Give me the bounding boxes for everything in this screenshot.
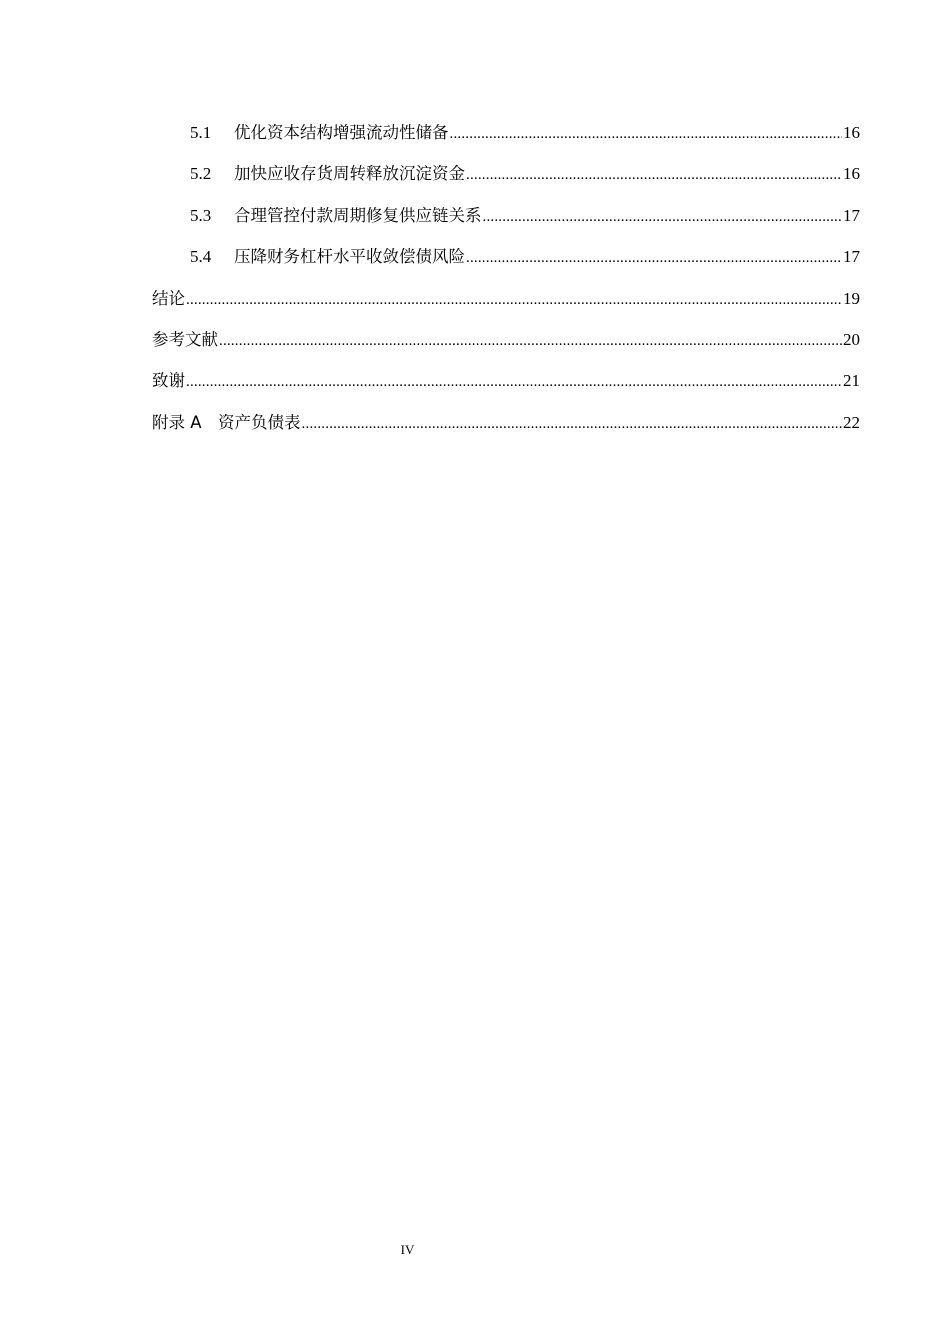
toc-dot-leader [186, 280, 842, 321]
toc-entry-title: 附录 A 资产负债表 [152, 412, 301, 432]
toc-entry-number: 5.2 [190, 164, 212, 184]
toc-dot-leader [302, 404, 842, 445]
toc-dot-leader [186, 362, 842, 403]
toc-entry-page: 17 [843, 205, 860, 225]
toc-entry-page: 20 [843, 329, 860, 349]
toc-entry-page: 19 [843, 288, 860, 308]
toc-entry-page: 21 [843, 371, 860, 391]
toc-entry-title: 参考文献 [152, 329, 218, 349]
table-of-contents [152, 112, 860, 443]
toc-entry-page: 16 [843, 164, 860, 184]
toc-entry-title: 合理管控付款周期修复供应链关系 [234, 205, 482, 225]
toc-entry-title: 致谢 [152, 371, 185, 391]
toc-entry-title: 优化资本结构增强流动性储备 [234, 123, 449, 142]
toc-entry-title: 压降财务杠杆水平收敛偿债风险 [234, 247, 465, 267]
toc-entry-5-4[interactable] [152, 236, 860, 277]
page-number: IV [400, 1242, 415, 1257]
toc-entry-5-3[interactable] [152, 195, 860, 236]
toc-entry-5-2[interactable] [152, 153, 860, 194]
toc-entry-5-1[interactable] [152, 112, 860, 153]
toc-entry-page: 16 [843, 123, 860, 142]
toc-entry-title: 结论 [152, 288, 185, 308]
toc-entry-references[interactable] [152, 319, 860, 360]
toc-entry-number: 5.4 [190, 247, 212, 267]
toc-entry-page: 22 [843, 412, 860, 432]
toc-entry-title: 加快应收存货周转释放沉淀资金 [234, 164, 465, 184]
toc-dot-leader [466, 155, 842, 196]
toc-dot-leader [483, 197, 843, 238]
toc-entry-conclusion[interactable] [152, 278, 860, 319]
toc-entry-acknowledgements[interactable] [152, 360, 860, 401]
toc-entry-number: 5.3 [190, 205, 212, 225]
toc-entry-appendix-a[interactable] [152, 402, 860, 443]
toc-dot-leader [466, 238, 842, 279]
toc-dot-leader [219, 321, 842, 362]
toc-entry-number: 5.1 [190, 123, 212, 142]
toc-entry-page: 17 [843, 247, 860, 267]
toc-dot-leader [450, 114, 843, 155]
